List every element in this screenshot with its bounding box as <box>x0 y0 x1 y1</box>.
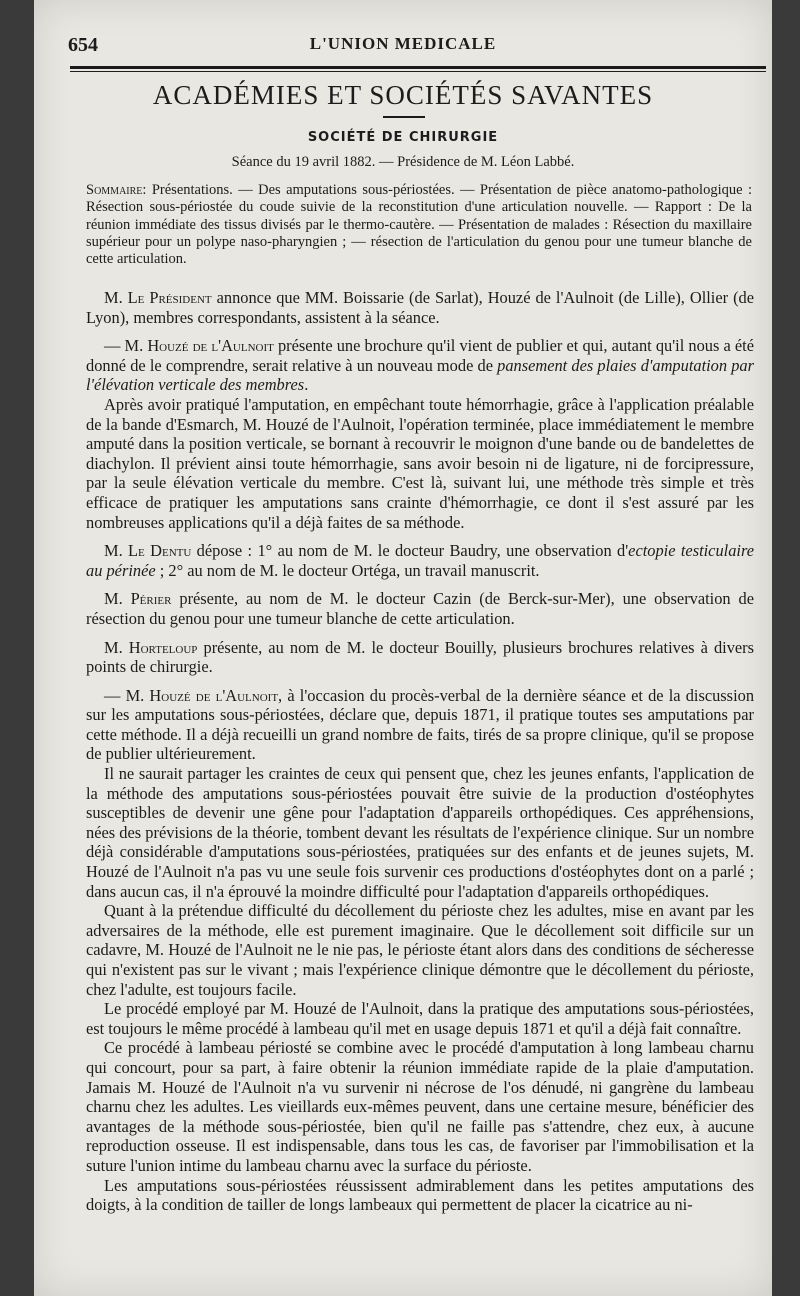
italic-title: pansement des plaies d'amputation par l'élévation verticale des membres <box>86 355 754 395</box>
speaker-name: M. Le Président <box>104 288 212 307</box>
speaker-name: M. Le Dentu <box>104 541 192 561</box>
paragraph-houze-proces-verbal <box>86 686 754 764</box>
paragraph-procedure: Le procédé employé par M. Houzé de l'Aulnoit, dans la pratique des amputations sous-périostées, est toujours le même procédé à lambeau qu'il met en usage depuis 1871 et qu'il a déjà fait connaître. <box>86 999 754 1038</box>
speaker-name: M. Périer <box>104 589 172 609</box>
paragraph-end: ; 2° au nom de M. le docteur Ortéga, un travail manuscrit. <box>155 560 540 580</box>
paragraph-osteophytes: Il ne saurait partager les craintes de ceux qui pensent que, chez les jeunes enfants, l'application de la méthode des amputations sous-périostées pouvait être suivie de la production d'ostéophytes susceptibles de devenir une gêne pour l'adaptation d'appareils orthopédiques. Ces appréhensions, nées des prévisions de la théorie, tombent devant les résultats de l'expérience clinique. Sur un nombre déjà considérable d'amputations sous-périostées, pratiquées sur des enfants et de jeunes sujets, M. Houzé de l'Aulnoit n'a pas vu une seule fois survenir ces productions d'ostéophytes dont on a parlé ; dans aucun cas, il n'a éprouvé la moindre difficulté pour l'adaptation d'appareils orthopédiques. <box>86 764 754 901</box>
paragraph-fingers: Les amputations sous-périostées réussissent admirablement dans les petites amputations des doigts, à la condition de tailler de longs lambeaux qui permettent de placer la cicatrice au ni- <box>86 1175 754 1215</box>
speaker-name: Houzé de l'Aulnoit <box>149 685 279 705</box>
article-body <box>86 288 754 1215</box>
italic-title: ectopie testiculaire au périnée <box>86 541 754 580</box>
paragraph-periosteum: Quant à la prétendue difficulté du décollement du périoste chez les adultes, mise en avant par les adversaires de la méthode, elle est purement imaginaire. Que le décollement soit difficile sur un cadavre, M. Houzé de l'Aulnoit ne le nie pas, le périoste étant alors dans des conditions de sécheresse qui n'existent pas sur le vivant ; mais l'expérience clinique démontre que le décollement du périoste, chez l'adulte, est toujours facile. <box>86 901 754 999</box>
paragraph-method: Après avoir pratiqué l'amputation, en empêchant toute hémorrhagie, grâce à l'application préalable de la bande d'Esmarch, M. Houzé de l'Aulnoit, l'opération terminée, place immédiatement le membre amputé dans la position verticale, se bornant à recouvrir le moignon d'une bande ou de bandelettes de diachylon. Il prévient ainsi toute hémorrhagie, sans avoir besoin ni de ligature, ni de forcipressure, par la seule élévation verticale du membre. C'est là, suivant lui, une méthode très simple et très efficace de pratiquer les amputations sans crainte d'hémorrhagie, ce dont il s'est assuré par les nombreuses applications qu'il a déjà faites de sa méthode. <box>86 394 754 532</box>
paragraph-houze-brochure <box>86 336 754 395</box>
header-rule-thin <box>70 71 766 72</box>
paragraph-text: présente une brochure qu'il vient de publier et qui, autant qu'il nous a été donné de le comprendre, serait relative à un nouveau mode de <box>86 336 754 375</box>
paragraph-perier <box>86 589 754 628</box>
dash-lead: — M. <box>104 336 148 356</box>
paragraph-flap: Ce procédé à lambeau périosté se combine avec le procédé d'amputation à long lambeau charnu qui concourt, pour sa part, à faire obtenir la réunion immédiate rapide de la plaie d'amputation. Jamais M. Houzé de l'Aulnoit n'a vu survenir ni nécrose de l'os dénudé, ni gangrène du lambeau charnu chez les adultes. Les vieillards eux-mêmes peuvent, dans une certaine mesure, bénéficier des avantages de la méthode sous-périostée, bien qu'il ne faille pas s'attendre, chez eux, à aucune reproduction osseuse. Il est indispensable, dans tous les cas, de favoriser par l'immobilisation et la suture l'union intime du lambeau charnu avec la surface du périoste. <box>86 1038 754 1175</box>
paragraph-text: présente, au nom de M. le docteur Cazin (de Berck-sur-Mer), une observation de résection du genou pour une tumeur blanche de cette articulation. <box>86 589 754 628</box>
section-title: ACADÉMIES ET SOCIÉTÉS SAVANTES <box>152 80 654 110</box>
summary-label: Sommaire <box>86 182 143 198</box>
summary-text: : Présentations. — Des amputations sous-périostées. — Présentation de pièce anatomo-pathologique : Résection sous-périostée du coude suivie de la reconstitution d'une articulation nouvelle. — Rapport : De la réunion immédiate des tissus divisés par le thermo-cautère. — Présentation de malades : Résection du maxillaire supérieur pour un polype naso-pharyngien ; — résection de l'articulation du genou pour une tumeur blanche de cette articulation. <box>86 182 752 268</box>
paragraph-text: annonce que MM. Boissarie (de Sarlat), Houzé de l'Aulnoit (de Lille), Ollier (de Lyon), membres correspondants, assistent à la séance. <box>86 288 754 327</box>
document-page <box>34 0 772 1296</box>
paragraph-president <box>86 288 754 327</box>
journal-title: L'UNION MEDICALE <box>309 34 497 53</box>
paragraph-end: . <box>304 375 309 395</box>
speaker-name: M. Horteloup <box>104 637 198 657</box>
title-divider <box>383 116 425 118</box>
header-rule <box>70 66 766 69</box>
paragraph-text: présente, au nom de M. le docteur Bouilly, plusieurs brochures relatives à divers points de chirurgie. <box>86 637 755 677</box>
dash-lead: — M. <box>104 685 150 705</box>
paragraph-text: , à l'occasion du procès-verbal de la dernière séance et de la discussion sur les amputations sous-périostées, déclare que, depuis 1871, il pratique toutes ses amputations par cette méthode. Il a déjà recueilli un grand nombre de faits, tirés de sa propre clinique, qu'il se propose de publier ultérieurement. <box>86 685 755 764</box>
paragraph-text: dépose : 1° au nom de M. le docteur Baudry, une observation d' <box>191 541 629 561</box>
page-header <box>34 30 772 64</box>
society-heading: SOCIÉTÉ DE CHIRURGIE <box>307 130 499 145</box>
page-number: 654 <box>68 34 98 56</box>
summary-block <box>86 182 752 268</box>
paragraph-horteloup <box>86 638 754 677</box>
speaker-name: Houzé de l'Aulnoit <box>147 336 274 356</box>
session-line: Séance du 19 avril 1882. — Présidence de M. Léon Labbé. <box>231 154 575 170</box>
paragraph-le-dentu <box>86 541 754 580</box>
